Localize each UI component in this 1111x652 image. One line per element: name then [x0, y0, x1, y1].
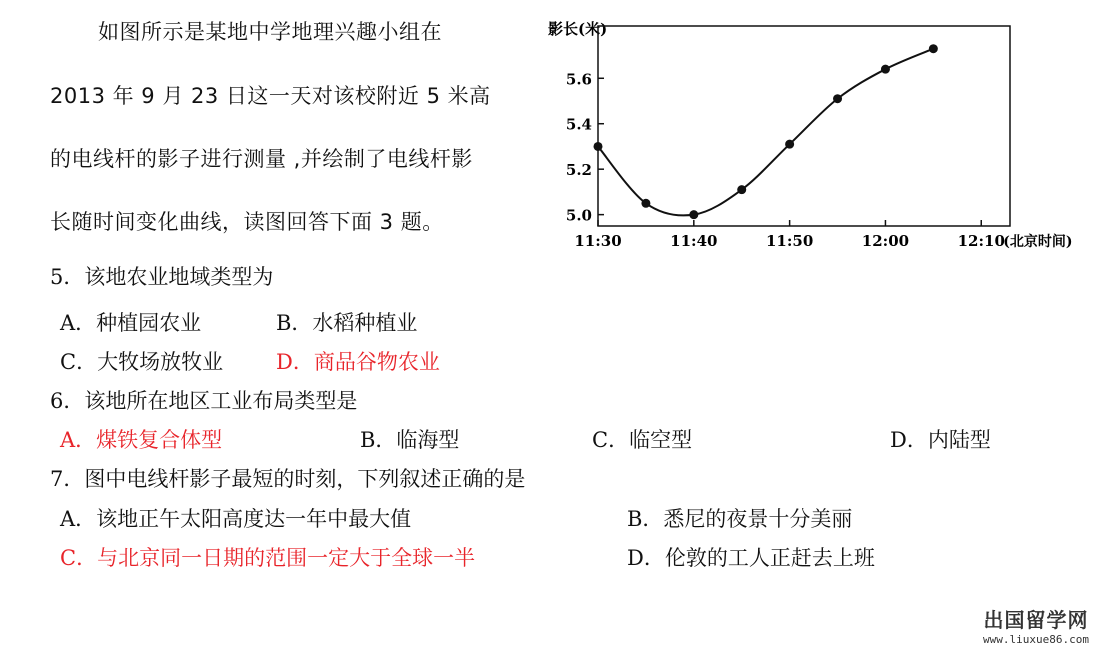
q5-option-a: A．种植园农业 [60, 311, 202, 335]
y-tick-label: 5.6 [565, 70, 592, 89]
q7-option-a: A．该地正午太阳高度达一年中最大值 [60, 507, 412, 531]
data-point [785, 140, 794, 149]
q7-option-b: B．悉尼的夜景十分美丽 [627, 507, 853, 531]
question-5-stem: 5．该地农业地域类型为 [50, 265, 274, 289]
intro-line-1: 如图所示是某地中学地理兴趣小组在 [98, 20, 442, 44]
data-point [929, 44, 938, 53]
question-6-stem: 6．该地所在地区工业布局类型是 [50, 389, 358, 413]
watermark-url: www.liuxue86.com [983, 633, 1089, 646]
x-tick-label: 12:10 [957, 232, 1005, 250]
x-tick-label: 11:40 [670, 232, 718, 250]
q6-option-a-answer: A．煤铁复合体型 [60, 428, 223, 452]
watermark-title: 出国留学网 [983, 608, 1089, 632]
data-point [594, 142, 603, 151]
shadow-length-chart [540, 8, 1073, 258]
x-tick-label: 12:00 [861, 232, 910, 250]
chart-xlabel: (北京时间) [1003, 234, 1073, 250]
y-tick-label: 5.4 [565, 115, 592, 134]
data-point [881, 65, 890, 74]
chart-ylabel: 影长(米) [548, 20, 608, 38]
x-tick-label: 11:50 [765, 232, 814, 250]
data-point [833, 94, 842, 103]
data-point [689, 210, 698, 219]
intro-line-2: 2013 年 9 月 23 日这一天对该校附近 5 米高 [50, 84, 491, 108]
chart-plot-frame [598, 26, 1010, 226]
intro-line-4: 长随时间变化曲线，读图回答下面 3 题。 [50, 210, 444, 234]
q6-option-c: C．临空型 [592, 428, 693, 452]
data-point [737, 185, 746, 194]
q7-option-d: D．伦敦的工人正赶去上班 [627, 546, 875, 570]
chart-series-line [598, 49, 933, 216]
q5-option-c: C．大牧场放牧业 [60, 350, 224, 374]
q6-option-b: B．临海型 [360, 428, 460, 452]
x-tick-label: 11:30 [574, 232, 622, 250]
q6-option-d: D．内陆型 [890, 428, 991, 452]
q7-option-c-answer: C．与北京同一日期的范围一定大于全球一半 [60, 546, 476, 570]
intro-line-3: 的电线杆的影子进行测量 ,并绘制了电线杆影 [50, 147, 473, 171]
q5-option-d-answer: D．商品谷物农业 [276, 350, 440, 374]
y-tick-label: 5.0 [565, 206, 592, 225]
question-7-stem: 7．图中电线杆影子最短的时刻，下列叙述正确的是 [50, 467, 526, 491]
data-point [641, 199, 650, 208]
q5-option-b: B．水稻种植业 [276, 311, 418, 335]
site-watermark [983, 604, 1089, 646]
y-tick-label: 5.2 [565, 161, 592, 180]
